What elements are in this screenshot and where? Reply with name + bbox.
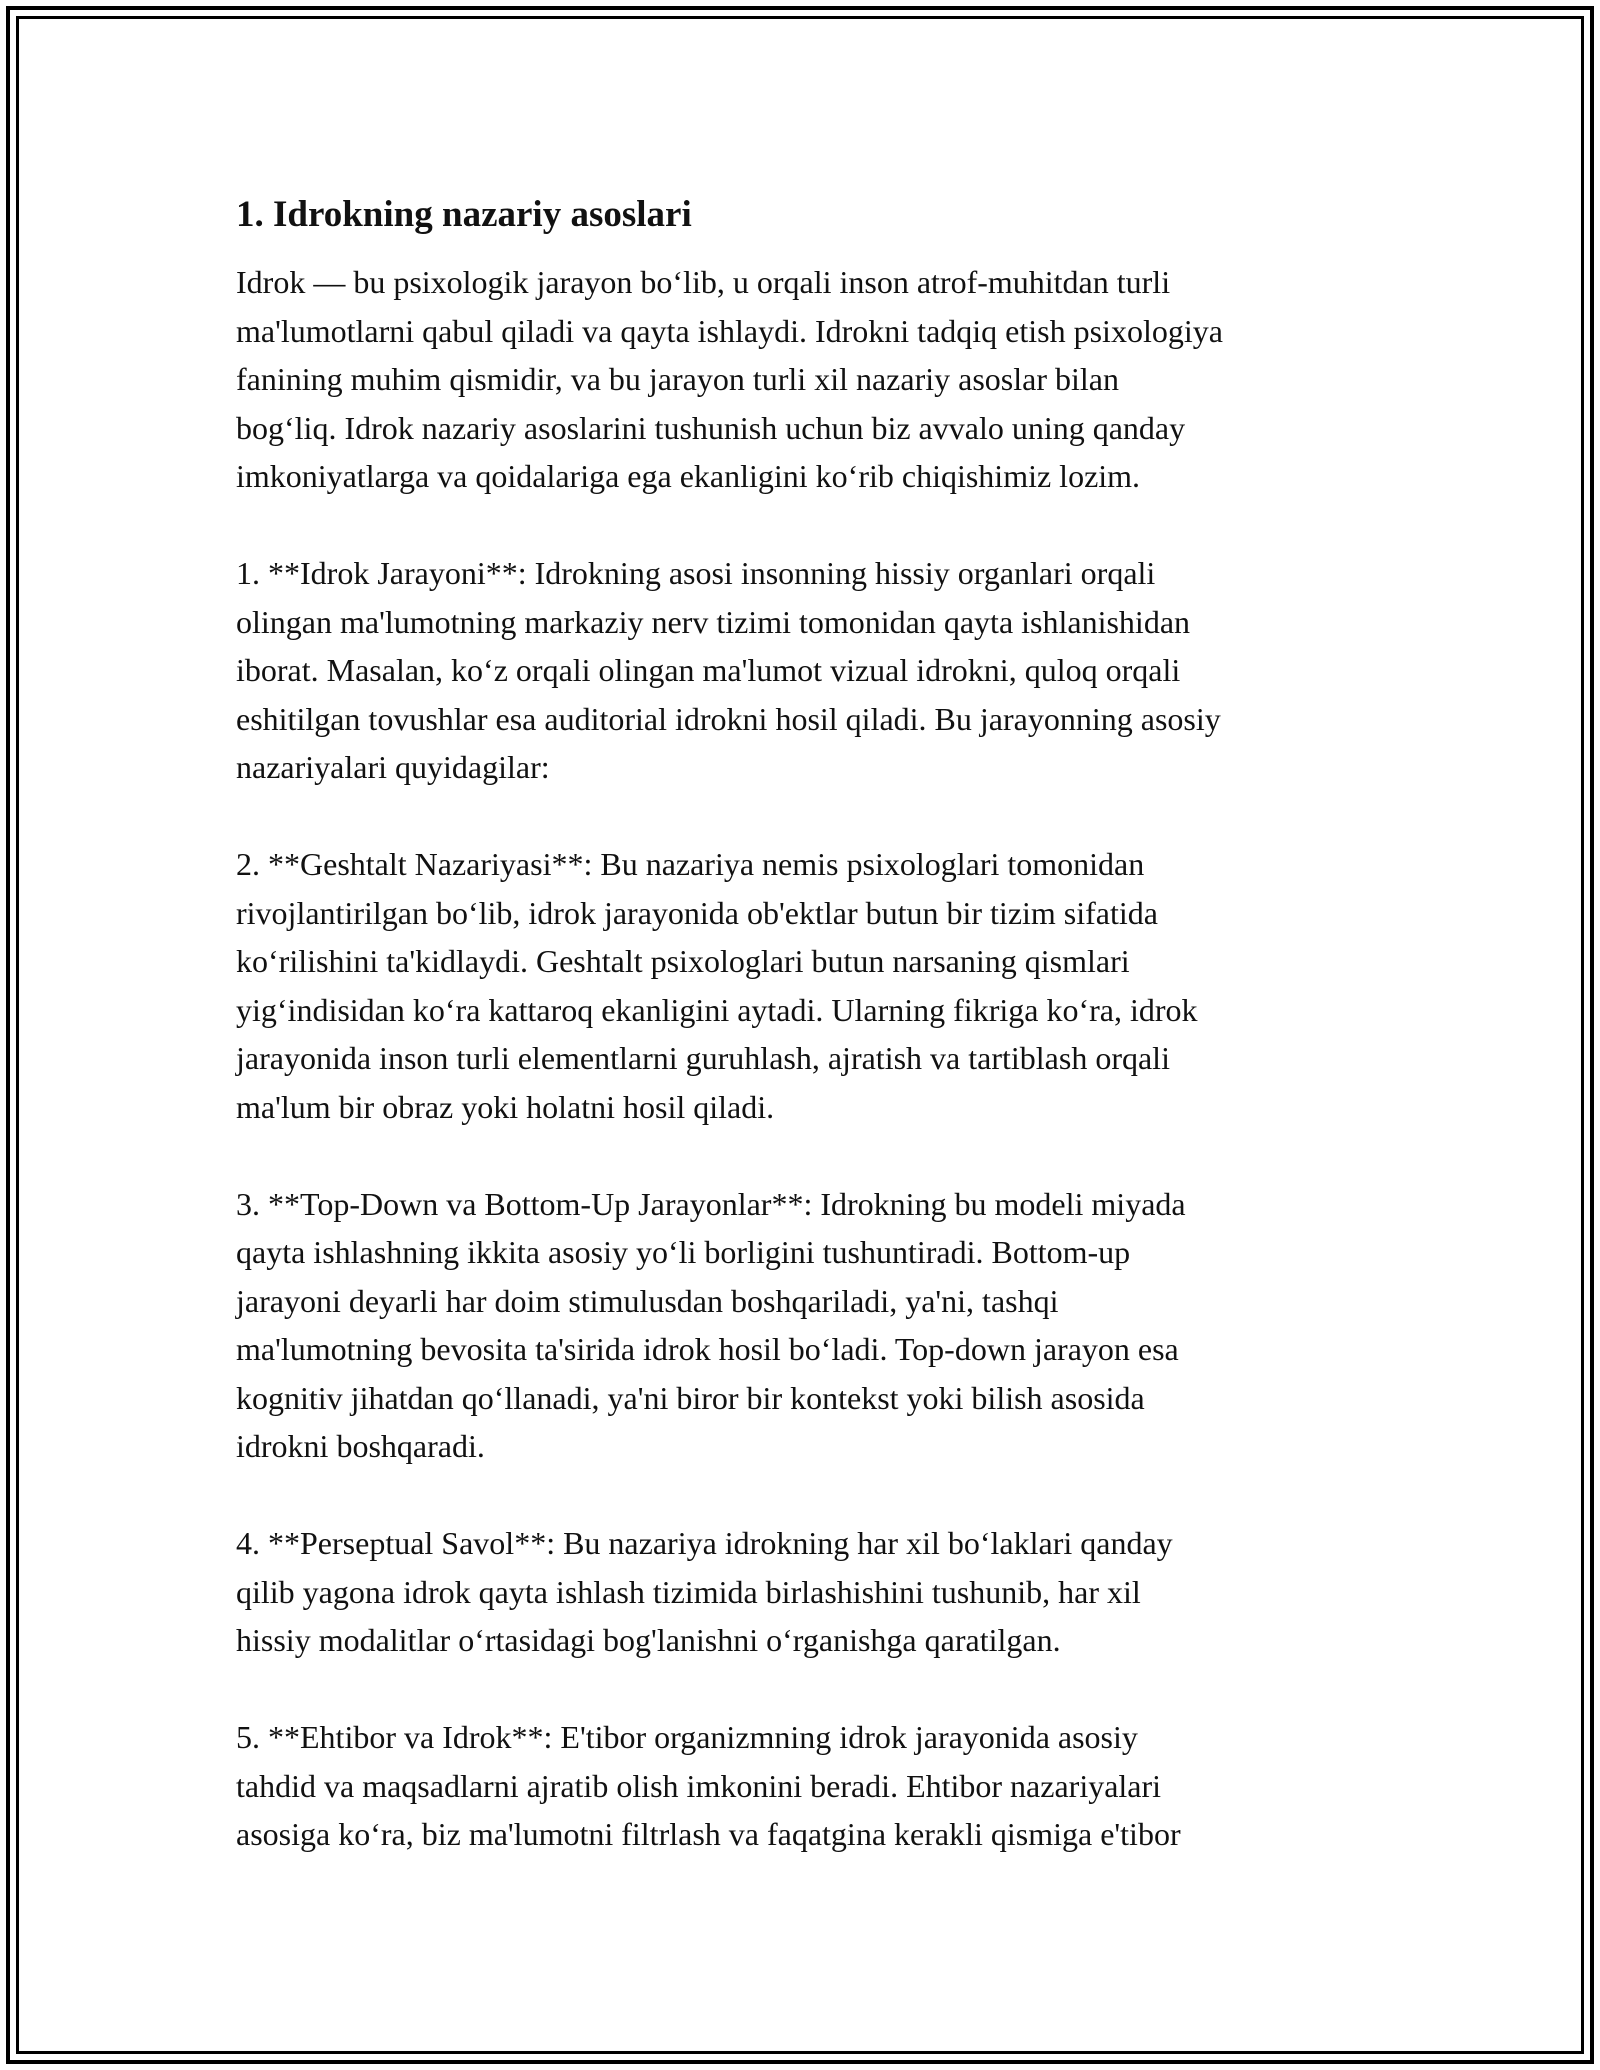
text-line: iborat. Masalan, ko‘z orqali olingan ma'lumot vizual idrokni, quloq orqali xyxy=(236,652,1181,688)
text-line: eshitilgan tovushlar esa auditorial idrokni hosil qiladi. Bu jarayonning asosiy xyxy=(236,700,1221,737)
text-line: qilib yagona idrok qayta ishlash tizimida birlashishini tushunib, har xil xyxy=(236,1573,1141,1610)
text-line: jarayonida inson turli elementlarni guruhlash, ajratish va tartiblash orqali xyxy=(236,1040,1170,1076)
text-line: kognitiv jihatdan qo‘llanadi, ya'ni biror bir kontekst yoki bilish asosida xyxy=(236,1379,1145,1416)
text-line: ma'lumotning bevosita ta'sirida idrok hosil bo‘ladi. Top-down jarayon esa xyxy=(236,1331,1179,1367)
text-line: 1. **Idrok Jarayoni**: Idrokning asosi insonning hissiy organlari orqali xyxy=(236,555,1156,591)
paragraph-intro xyxy=(236,258,1386,501)
text-line: ko‘rilishini ta'kidlaydi. Geshtalt psixologlari butun narsaning qismlari xyxy=(236,943,1130,979)
paragraph-item-1 xyxy=(236,549,1386,792)
text-line: qayta ishlashning ikkita asosiy yo‘li borligini tushuntiradi. Bottom-up xyxy=(236,1234,1131,1270)
text-line: 3. **Top-Down va Bottom-Up Jarayonlar**: Idrokning bu modeli miyada xyxy=(236,1185,1186,1222)
text-line: imkoniyatlarga va qoidalariga ega ekanligini ko‘rib chiqishimiz lozim. xyxy=(236,458,1141,494)
paragraph-item-2 xyxy=(236,840,1386,1131)
text-line: Idrok — bu psixologik jarayon bo‘lib, u orqali inson atrof-muhitdan turli xyxy=(236,264,1171,300)
text-line: tahdid va maqsadlarni ajratib olish imkonini beradi. Ehtibor nazariyalari xyxy=(236,1767,1162,1804)
text-line: jarayoni deyarli har doim stimulusdan boshqariladi, ya'ni, tashqi xyxy=(236,1282,1059,1319)
document-body xyxy=(236,186,1386,1907)
text-line: fanining muhim qismidir, va bu jarayon turli xil nazariy asoslar bilan xyxy=(236,361,1119,397)
paragraph-item-5 xyxy=(236,1713,1386,1859)
text-line: olingan ma'lumotning markaziy nerv tizimi tomonidan qayta ishlanishidan xyxy=(236,603,1191,640)
text-line: yig‘indisidan ko‘ra kattaroq ekanligini aytadi. Ularning fikriga ko‘ra, idrok xyxy=(236,991,1198,1028)
text-line: ma'lum bir obraz yoki holatni hosil qiladi. xyxy=(236,1088,775,1125)
text-line: asosiga ko‘ra, biz ma'lumotni filtrlash va faqatgina kerakli qismiga e'tibor xyxy=(236,1816,1181,1852)
text-line: nazariyalari quyidagilar: xyxy=(236,749,550,785)
text-line: idrokni boshqaradi. xyxy=(236,1428,485,1464)
text-line: ma'lumotlarni qabul qiladi va qayta ishlaydi. Idrokni tadqiq etish psixologiya xyxy=(236,312,1223,349)
paragraph-item-4 xyxy=(236,1519,1386,1665)
text-line: 5. **Ehtibor va Idrok**: E'tibor organizmning idrok jarayonida asosiy xyxy=(236,1719,1138,1755)
text-line: rivojlantirilgan bo‘lib, idrok jarayonida ob'ektlar butun bir tizim sifatida xyxy=(236,894,1158,931)
text-line: bog‘liq. Idrok nazariy asoslarini tushunish uchun biz avvalo uning qanday xyxy=(236,409,1186,446)
paragraph-item-3 xyxy=(236,1180,1386,1471)
text-line: 2. **Geshtalt Nazariyasi**: Bu nazariya nemis psixologlari tomonidan xyxy=(236,846,1145,882)
text-line: 4. **Perseptual Savol**: Bu nazariya idrokning har xil bo‘laklari qanday xyxy=(236,1525,1173,1561)
section-heading: 1. Idrokning nazariy asoslari xyxy=(236,194,692,235)
text-line: hissiy modalitlar o‘rtasidagi bog'lanishni o‘rganishga qaratilgan. xyxy=(236,1622,1061,1658)
